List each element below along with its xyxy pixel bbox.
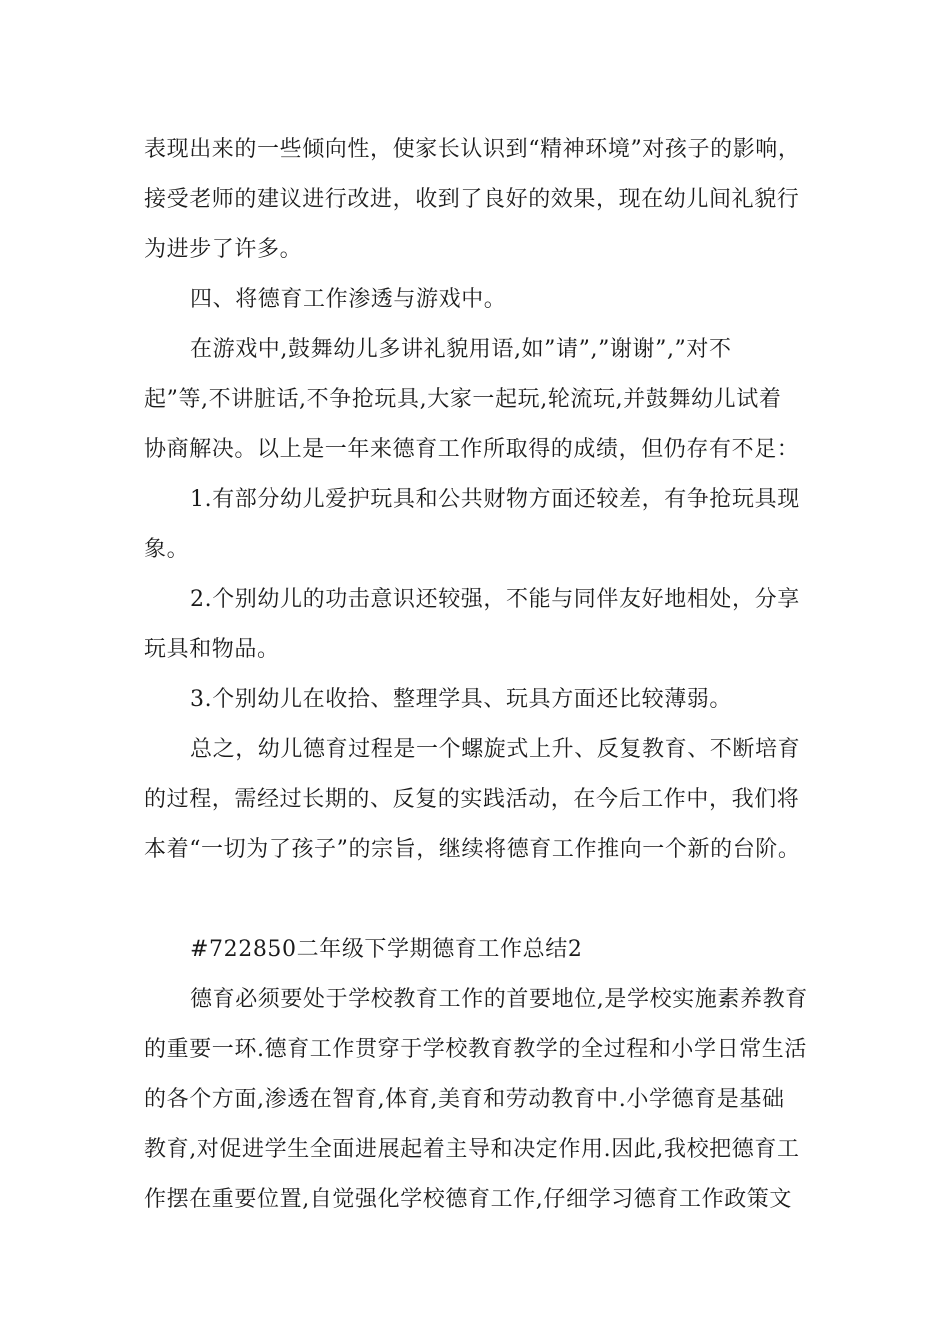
body-text-line: 起”等,不讲脏话,不争抢玩具,大家一起玩,轮流玩,并鼓舞幼儿试着 xyxy=(144,387,782,412)
body-text-line: 作摆在重要位置,自觉强化学校德育工作,仔细学习德育工作政策文 xyxy=(144,1187,792,1212)
body-text-line: 的过程，需经过长期的、反复的实践活动，在今后工作中，我们将 xyxy=(144,787,800,812)
list-item-text: 1.有部分幼儿爱护玩具和公共财物方面还较差，有争抢玩具现 xyxy=(190,487,800,512)
body-text-line: 为进步了许多。 xyxy=(144,237,303,262)
body-text-line: 的重要一环.德育工作贯穿于学校教育教学的全过程和小学日常生活 xyxy=(144,1037,807,1062)
list-item-text: 象。 xyxy=(144,537,190,562)
list-item-text: 玩具和物品。 xyxy=(144,637,280,662)
body-text-line: 德育必须要处于学校教育工作的首要地位,是学校实施素养教育 xyxy=(190,987,808,1012)
document-title: #722850二年级下学期德育工作总结2 xyxy=(190,937,583,962)
list-item-text: 3.个别幼儿在收拾、整理学具、玩具方面还比较薄弱。 xyxy=(190,687,732,712)
body-text-line: 表现出来的一些倾向性，使家长认识到“精神环境”对孩子的影响， xyxy=(144,137,801,162)
body-text-line: 接受老师的建议进行改进，收到了良好的效果，现在幼儿间礼貌行 xyxy=(144,187,800,212)
body-text-line: 教育,对促进学生全面进展起着主导和决定作用.因此,我校把德育工 xyxy=(144,1137,800,1162)
body-text-line: 总之，幼儿德育过程是一个螺旋式上升、反复教育、不断培育 xyxy=(190,737,801,762)
body-text-line: 协商解决。以上是一年来德育工作所取得的成绩，但仍存有不足： xyxy=(144,437,800,462)
body-text-line: 的各个方面,渗透在智育,体育,美育和劳动教育中.小学德育是基础 xyxy=(144,1087,785,1112)
list-item-text: 2.个别幼儿的功击意识还较强，不能与同伴友好地相处，分享 xyxy=(190,587,800,612)
body-text-line: 在游戏中,鼓舞幼儿多讲礼貌用语,如”请”,”谢谢”,”对不 xyxy=(190,337,732,362)
section-heading: 四、将德育工作渗透与游戏中。 xyxy=(190,287,507,312)
body-text-line: 本着“一切为了孩子”的宗旨，继续将德育工作推向一个新的台阶。 xyxy=(144,837,801,862)
